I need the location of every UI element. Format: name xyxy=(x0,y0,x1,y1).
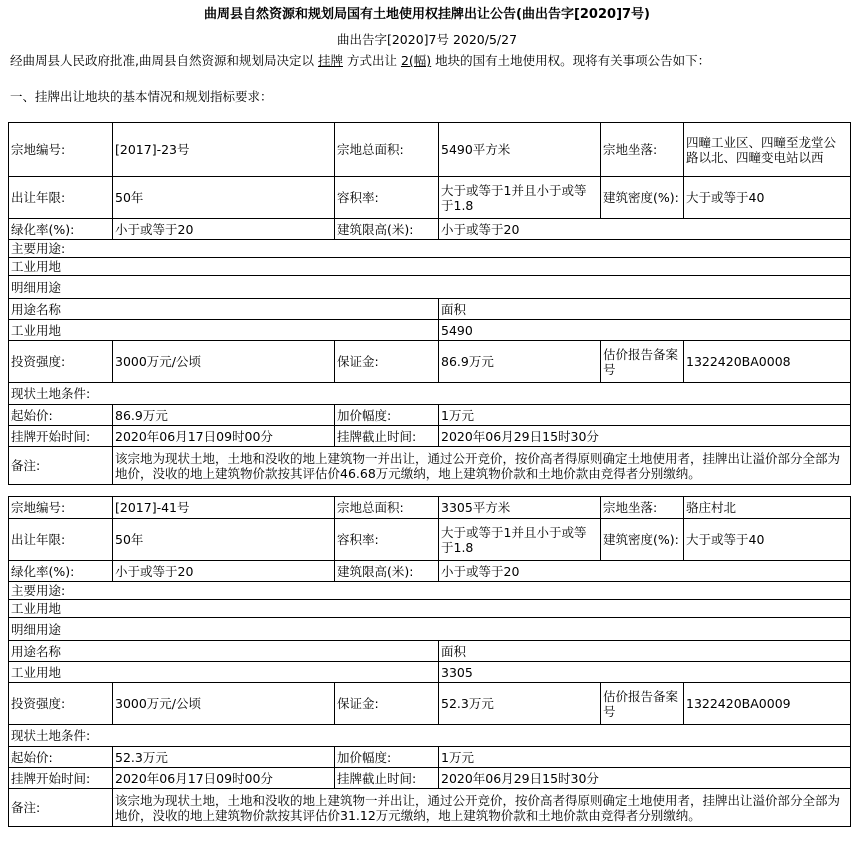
value-remark: 该宗地为现状土地，土地和没收的地上建筑物一并出让，通过公开竞价，按价高者得原则确定土地使用者，挂牌出让溢价部分全部为地价，没收的地上建筑物价款按其评估价46.68万元缴纳，地上建筑物价款和土地价款由竞得者分别缴纳。 xyxy=(113,447,851,485)
value-use-name: 工业用地 xyxy=(9,320,439,341)
label-detail-use: 明细用途 xyxy=(9,618,851,641)
label-appraisal: 估价报告备案号 xyxy=(601,341,684,383)
label-detail-use: 明细用途 xyxy=(9,276,851,299)
label-parcel-no: 宗地编号: xyxy=(9,123,113,177)
label-total-area: 宗地总面积: xyxy=(335,497,439,519)
label-location: 宗地坐落: xyxy=(601,497,684,519)
value-location: 四疃工业区、四疃至龙堂公路以北、四疃变电站以西 xyxy=(684,123,851,177)
label-condition: 现状土地条件: xyxy=(9,383,851,405)
label-invest: 投资强度: xyxy=(9,341,113,383)
label-parcel-no: 宗地编号: xyxy=(9,497,113,519)
parcel-table-1 xyxy=(8,122,851,485)
label-height: 建筑限高(米): xyxy=(335,561,439,582)
label-area: 面积 xyxy=(439,641,851,662)
value-start-time: 2020年06月17日09时00分 xyxy=(113,426,335,447)
label-deposit: 保证金: xyxy=(335,683,439,725)
value-use-area: 5490 xyxy=(439,320,851,341)
label-remark: 备注: xyxy=(9,447,113,485)
parcel-table-2 xyxy=(8,496,851,827)
label-green: 绿化率(%): xyxy=(9,219,113,240)
label-condition: 现状土地条件: xyxy=(9,725,851,747)
page-title: 曲周县自然资源和规划局国有土地使用权挂牌出让公告(曲出告字[2020]7号) xyxy=(204,7,650,22)
intro-text-b: 方式出让 xyxy=(346,53,397,68)
value-start-time: 2020年06月17日09时00分 xyxy=(113,768,335,789)
label-term: 出让年限: xyxy=(9,177,113,219)
section-heading: 一、挂牌出让地块的基本情况和规划指标要求： xyxy=(10,89,273,104)
value-start-price: 86.9万元 xyxy=(113,405,335,426)
label-far: 容积率: xyxy=(335,177,439,219)
label-end-time: 挂牌截止时间: xyxy=(335,768,439,789)
label-deposit: 保证金: xyxy=(335,341,439,383)
label-far: 容积率: xyxy=(335,519,439,561)
label-start-price: 起始价: xyxy=(9,405,113,426)
document-number: 曲出告字[2020]7号 2020/5/27 xyxy=(336,32,518,47)
label-area: 面积 xyxy=(439,299,851,320)
value-height: 小于或等于20 xyxy=(439,561,851,582)
label-term: 出让年限: xyxy=(9,519,113,561)
value-parcel-no: [2017]-23号 xyxy=(113,123,335,177)
value-green: 小于或等于20 xyxy=(113,561,335,582)
intro-count: 2(幅) xyxy=(400,53,432,68)
value-far: 大于或等于1并且小于或等于1.8 xyxy=(439,177,601,219)
intro-text-a: 经曲周县人民政府批准,曲周县自然资源和规划局决定以 xyxy=(10,53,314,68)
value-use-area: 3305 xyxy=(439,662,851,683)
value-appraisal: 1322420BA0008 xyxy=(684,341,851,383)
value-main-use: 工业用地 xyxy=(9,600,851,618)
value-end-time: 2020年06月29日15时30分 xyxy=(439,768,851,789)
label-green: 绿化率(%): xyxy=(9,561,113,582)
value-location: 骆庄村北 xyxy=(684,497,851,519)
intro-text-c: 地块的国有土地使用权。现将有关事项公告如下： xyxy=(435,53,711,68)
label-appraisal: 估价报告备案号 xyxy=(601,683,684,725)
label-location: 宗地坐落: xyxy=(601,123,684,177)
value-density: 大于或等于40 xyxy=(684,177,851,219)
label-density: 建筑密度(%): xyxy=(601,177,684,219)
value-main-use: 工业用地 xyxy=(9,258,851,276)
value-increment: 1万元 xyxy=(439,747,851,768)
label-increment: 加价幅度: xyxy=(335,405,439,426)
value-deposit: 86.9万元 xyxy=(439,341,601,383)
value-density: 大于或等于40 xyxy=(684,519,851,561)
value-increment: 1万元 xyxy=(439,405,851,426)
label-start-price: 起始价: xyxy=(9,747,113,768)
label-start-time: 挂牌开始时间: xyxy=(9,768,113,789)
label-increment: 加价幅度: xyxy=(335,747,439,768)
label-start-time: 挂牌开始时间: xyxy=(9,426,113,447)
value-start-price: 52.3万元 xyxy=(113,747,335,768)
label-total-area: 宗地总面积: xyxy=(335,123,439,177)
label-main-use: 主要用途: xyxy=(9,582,851,600)
value-term: 50年 xyxy=(113,519,335,561)
value-use-name: 工业用地 xyxy=(9,662,439,683)
label-invest: 投资强度: xyxy=(9,683,113,725)
intro-paragraph xyxy=(10,53,854,69)
value-term: 50年 xyxy=(113,177,335,219)
value-green: 小于或等于20 xyxy=(113,219,335,240)
label-end-time: 挂牌截止时间: xyxy=(335,426,439,447)
label-use-name: 用途名称 xyxy=(9,299,439,320)
value-total-area: 5490平方米 xyxy=(439,123,601,177)
intro-method: 挂牌 xyxy=(317,53,343,68)
label-density: 建筑密度(%): xyxy=(601,519,684,561)
label-use-name: 用途名称 xyxy=(9,641,439,662)
value-height: 小于或等于20 xyxy=(439,219,851,240)
value-remark: 该宗地为现状土地，土地和没收的地上建筑物一并出让，通过公开竞价，按价高者得原则确定土地使用者，挂牌出让溢价部分全部为地价，没收的地上建筑物价款按其评估价31.12万元缴纳，地上建筑物价款和土地价款由竞得者分别缴纳。 xyxy=(113,789,851,827)
label-remark: 备注: xyxy=(9,789,113,827)
value-end-time: 2020年06月29日15时30分 xyxy=(439,426,851,447)
label-main-use: 主要用途: xyxy=(9,240,851,258)
value-deposit: 52.3万元 xyxy=(439,683,601,725)
value-total-area: 3305平方米 xyxy=(439,497,601,519)
value-far: 大于或等于1并且小于或等于1.8 xyxy=(439,519,601,561)
label-height: 建筑限高(米): xyxy=(335,219,439,240)
value-appraisal: 1322420BA0009 xyxy=(684,683,851,725)
value-parcel-no: [2017]-41号 xyxy=(113,497,335,519)
value-invest: 3000万元/公顷 xyxy=(113,683,335,725)
value-invest: 3000万元/公顷 xyxy=(113,341,335,383)
